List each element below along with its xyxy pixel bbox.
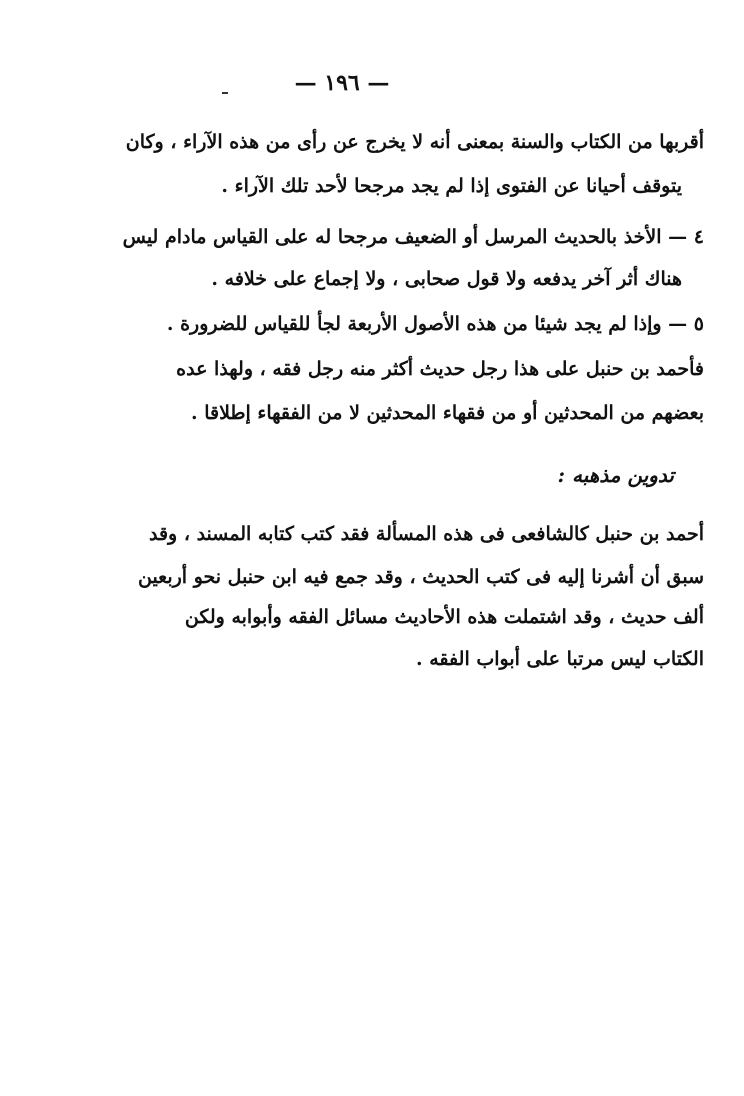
text-line: ألف حديث ، وقد اشتملت هذه الأحاديث مسائل الفقه وأبوابه ولكن [184,606,704,628]
text-line: بعضهم من المحدثين أو من فقهاء المحدثين لا من الفقهاء إطلاقا . [190,402,704,424]
section-heading: تدوين مذهبه : [557,463,674,487]
text-line: سبق أن أشرنا إليه فى كتب الحديث ، وقد جمع فيه ابن حنبل نحو أربعين [137,566,704,588]
list-item-4-line: ٤ — الأخذ بالحديث المرسل أو الضعيف مرجحا له على القياس مادام ليس [122,226,704,248]
text-line: يتوقف أحيانا عن الفتوى إذا لم يجد مرجحا لأحد تلك الآراء . [221,175,682,197]
ink-speck [222,92,228,94]
list-item-4-line: هناك أثر آخر يدفعه ولا قول صحابى ، ولا إجماع على خلافه . [211,268,682,290]
text-line: أحمد بن حنبل كالشافعى فى هذه المسألة فقد كتب كتابه المسند ، وقد [148,523,704,545]
text-line: الكتاب ليس مرتبا على أبواب الفقه . [416,648,704,670]
text-line: أقربها من الكتاب والسنة بمعنى أنه لا يخرج عن رأى من هذه الآراء ، وكان [125,131,704,153]
page-number: — ١٩٦ — [294,70,390,96]
text-line: فأحمد بن حنبل على هذا رجل حديث أكثر منه رجل فقه ، ولهذا عده [176,358,704,380]
list-item-5-line: ٥ — وإذا لم يجد شيئا من هذه الأصول الأربعة لجأ للقياس للضرورة . [166,313,704,335]
